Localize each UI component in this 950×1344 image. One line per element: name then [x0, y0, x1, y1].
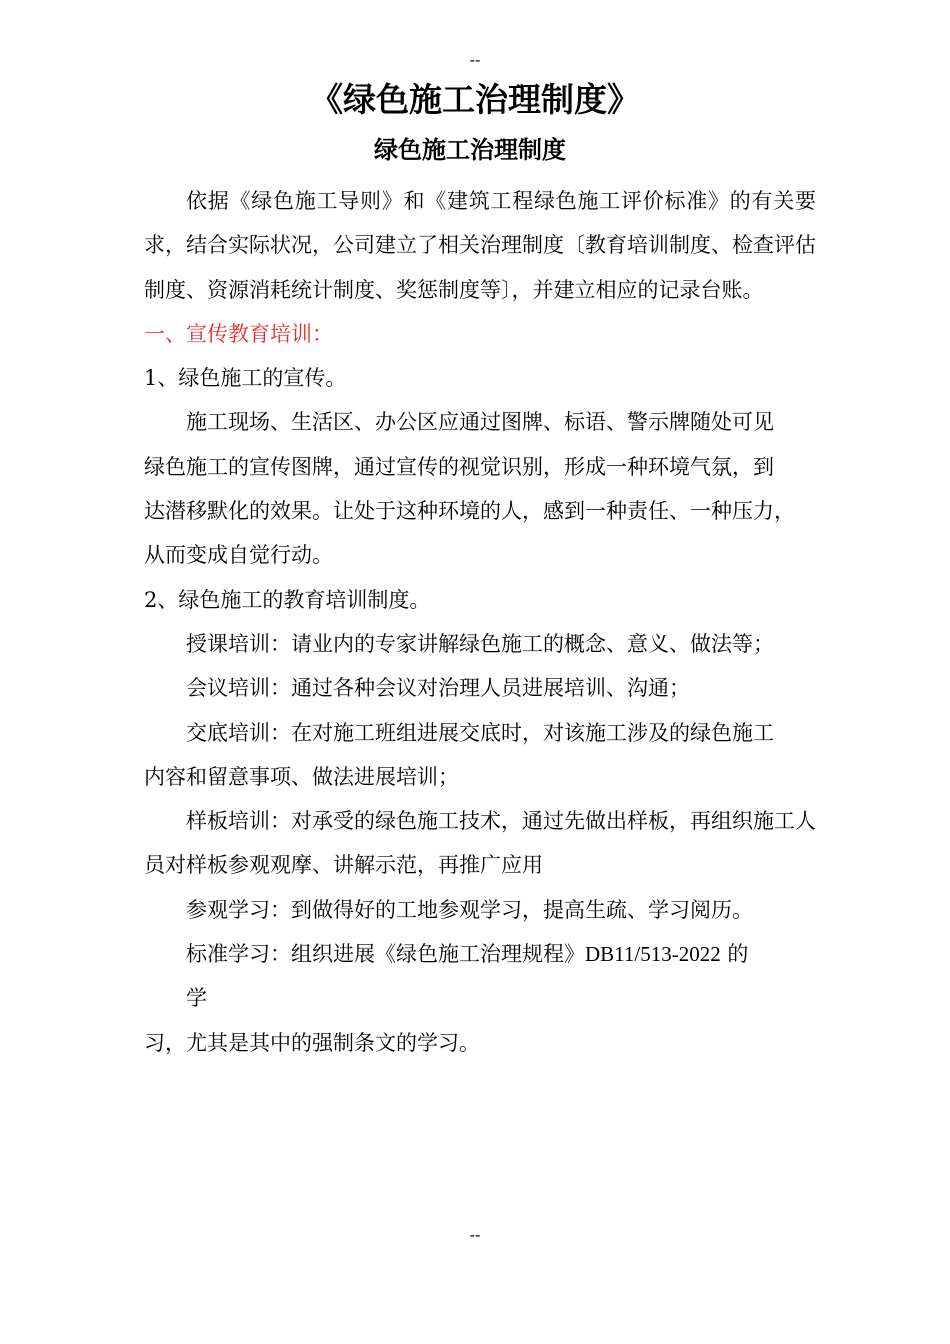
publicity-paragraph: [144, 400, 816, 577]
training-handover: [144, 711, 816, 800]
standard-code: DB11/513-2022: [585, 942, 721, 967]
training-standard-line: 学: [186, 986, 207, 1011]
training-meeting: 会议培训：通过各种会议对治理人员进展培训、沟通；: [186, 676, 690, 701]
training-visit: 参观学习：到做得好的工地参观学习，提高生疏、学习阅历。: [186, 897, 753, 922]
training-lecture: 授课培训：请业内的专家讲解绿色施工的概念、意义、做法等；: [186, 631, 774, 656]
publicity-line: 绿色施工的宣传图牌，通过宣传的视觉识别，形成一种环境气氛，到: [144, 454, 774, 479]
page-footer-marker: --: [469, 1225, 481, 1244]
item-heading-training-system: 2、绿色施工的教育培训制度。: [144, 587, 431, 612]
main-title: 《绿色施工治理制度》: [310, 80, 640, 119]
publicity-line: 达潜移默化的效果。让处于这种环境的人，感到一种责任、一种压力，: [144, 499, 795, 524]
sub-title: 绿色施工治理制度: [374, 135, 566, 164]
page-header-marker: --: [469, 50, 481, 69]
publicity-line: 从而变成自觉行动。: [144, 543, 333, 568]
training-handover-line: 交底培训：在对施工班组进展交底时，对该施工涉及的绿色施工: [186, 720, 774, 745]
training-standard-suffix: 的: [720, 942, 749, 967]
training-standard-prefix: 标准学习：组织进展《绿色施工治理规程》: [186, 942, 585, 967]
intro-paragraph: 依据《绿色施工导则》和《建筑工程绿色施工评价标准》的有关要求，结合实际状况，公司建立了相关治理制度〔教育培训制度、检查评估制度、资源消耗统计制度、奖惩制度等〕，并建立相应的记录台账。: [144, 189, 816, 302]
training-standard: [144, 932, 816, 1065]
training-standard-line: [144, 932, 816, 976]
document-body: [144, 179, 816, 1065]
training-handover-line: 内容和留意事项、做法进展培训；: [144, 764, 459, 789]
training-sample: 样板培训：对承受的绿色施工技术，通过先做出样板，再组织施工人员对样板参观观摩、讲解示范，再推广应用: [144, 809, 816, 878]
section-heading-publicity-training: 一、宣传教育培训：: [144, 321, 333, 346]
training-standard-line: 习，尤其是其中的强制条文的学习。: [144, 1030, 480, 1055]
item-heading-publicity: 1、绿色施工的宣传。: [144, 366, 347, 391]
publicity-line: 施工现场、生活区、办公区应通过图牌、标语、警示牌随处可见: [186, 410, 774, 435]
